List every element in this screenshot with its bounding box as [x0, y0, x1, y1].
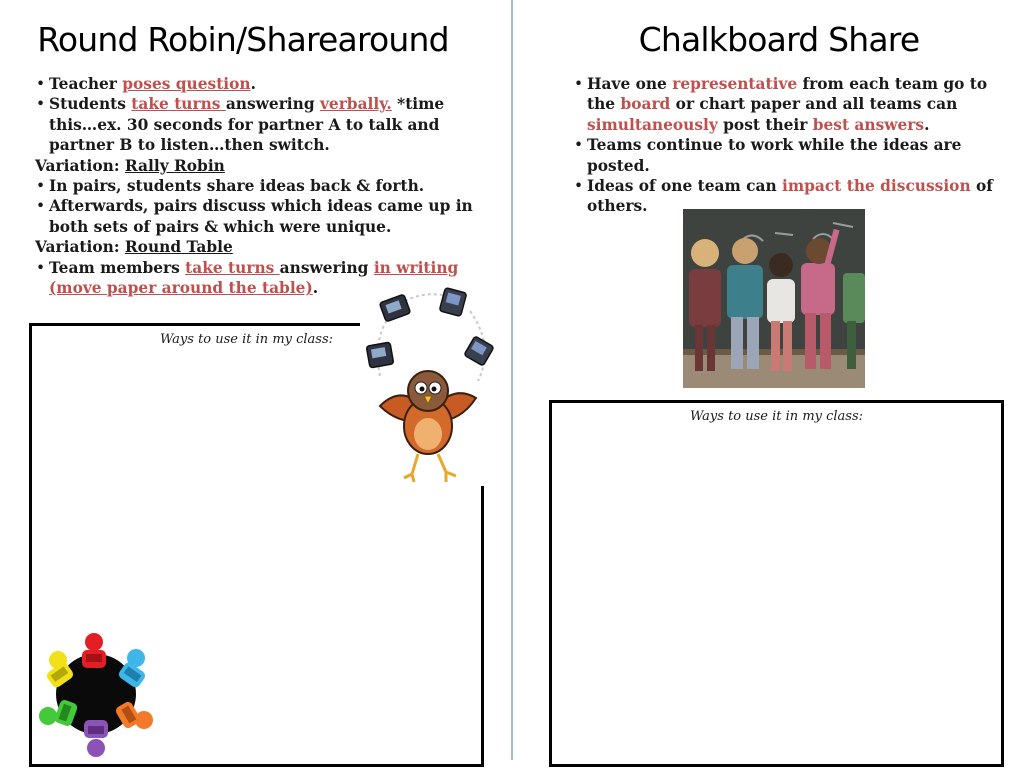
- notes-box-caption: Ways to use it in my class:: [689, 409, 864, 424]
- variation-name: Round Table: [124, 238, 233, 257]
- highlighted-term: verbally.: [319, 95, 392, 114]
- text-run: Variation:: [35, 238, 125, 257]
- text-run: Teacher: [49, 75, 123, 93]
- bird-juggling-phones-image: [360, 286, 496, 486]
- text-run: Team members: [49, 258, 186, 277]
- text-run: Variation:: [35, 156, 125, 175]
- round-robin-title: Round Robin/Sharearound: [37, 20, 449, 59]
- text-run: from each team go to the: [587, 75, 988, 114]
- text-run: .: [312, 279, 319, 298]
- round-table-image: [36, 628, 160, 760]
- text-run: .: [250, 75, 256, 93]
- bullet-item: [35, 176, 480, 196]
- text-run: Teams continue to work while the ideas are posted.: [587, 136, 962, 175]
- text-run: post their: [717, 115, 813, 134]
- text-run: answering: [225, 95, 320, 114]
- highlighted-term: take turns: [131, 95, 226, 114]
- text-run: of others.: [587, 177, 993, 216]
- highlighted-term: poses question: [122, 75, 251, 93]
- text-run: or chart paper and all teams can: [670, 95, 958, 114]
- highlighted-term: best answers: [812, 115, 925, 134]
- text-run: .: [924, 115, 930, 134]
- highlighted-term: representative: [672, 75, 798, 93]
- highlighted-term: take turns: [185, 258, 280, 277]
- bullet-item: [35, 94, 480, 155]
- person-icon: [82, 633, 106, 668]
- text-run: Have one: [587, 75, 673, 93]
- highlighted-term: impact the discussion: [782, 177, 971, 196]
- bullet-item: [35, 74, 480, 94]
- notes-box-caption: Ways to use it in my class:: [159, 332, 334, 347]
- variation-heading: [35, 237, 480, 257]
- text-run: Students: [49, 95, 132, 114]
- text-run: In pairs, students share ideas back & forth.: [49, 177, 425, 196]
- person-icon: [84, 720, 108, 757]
- variation-name: Rally Robin: [124, 156, 225, 175]
- text-run: Afterwards, pairs discuss which ideas came up in both sets of pairs & which were unique.: [49, 197, 473, 236]
- text-run: answering: [279, 258, 374, 277]
- text-run: Ideas of one team can: [587, 177, 783, 196]
- chalkboard-share-notes-box[interactable]: [549, 400, 1004, 767]
- highlighted-term: board: [620, 95, 671, 114]
- highlighted-term: simultaneously: [587, 115, 718, 134]
- bullet-item: [573, 74, 1013, 135]
- chalkboard-share-text: [573, 74, 1013, 217]
- chalkboard-share-title: Chalkboard Share: [638, 20, 920, 59]
- highlighted-term: in writing (move paper around the table): [49, 258, 459, 298]
- column-divider: [511, 0, 513, 760]
- variation-heading: [35, 156, 480, 176]
- chalkboard-photo: [683, 209, 865, 388]
- round-robin-text: [35, 74, 480, 298]
- bullet-item: [35, 196, 480, 237]
- text-run: *time this…ex. 30 seconds for partner A to talk and partner B to listen…then switch.: [49, 95, 445, 155]
- phone-icon: [366, 342, 393, 368]
- bullet-item: [573, 135, 1013, 176]
